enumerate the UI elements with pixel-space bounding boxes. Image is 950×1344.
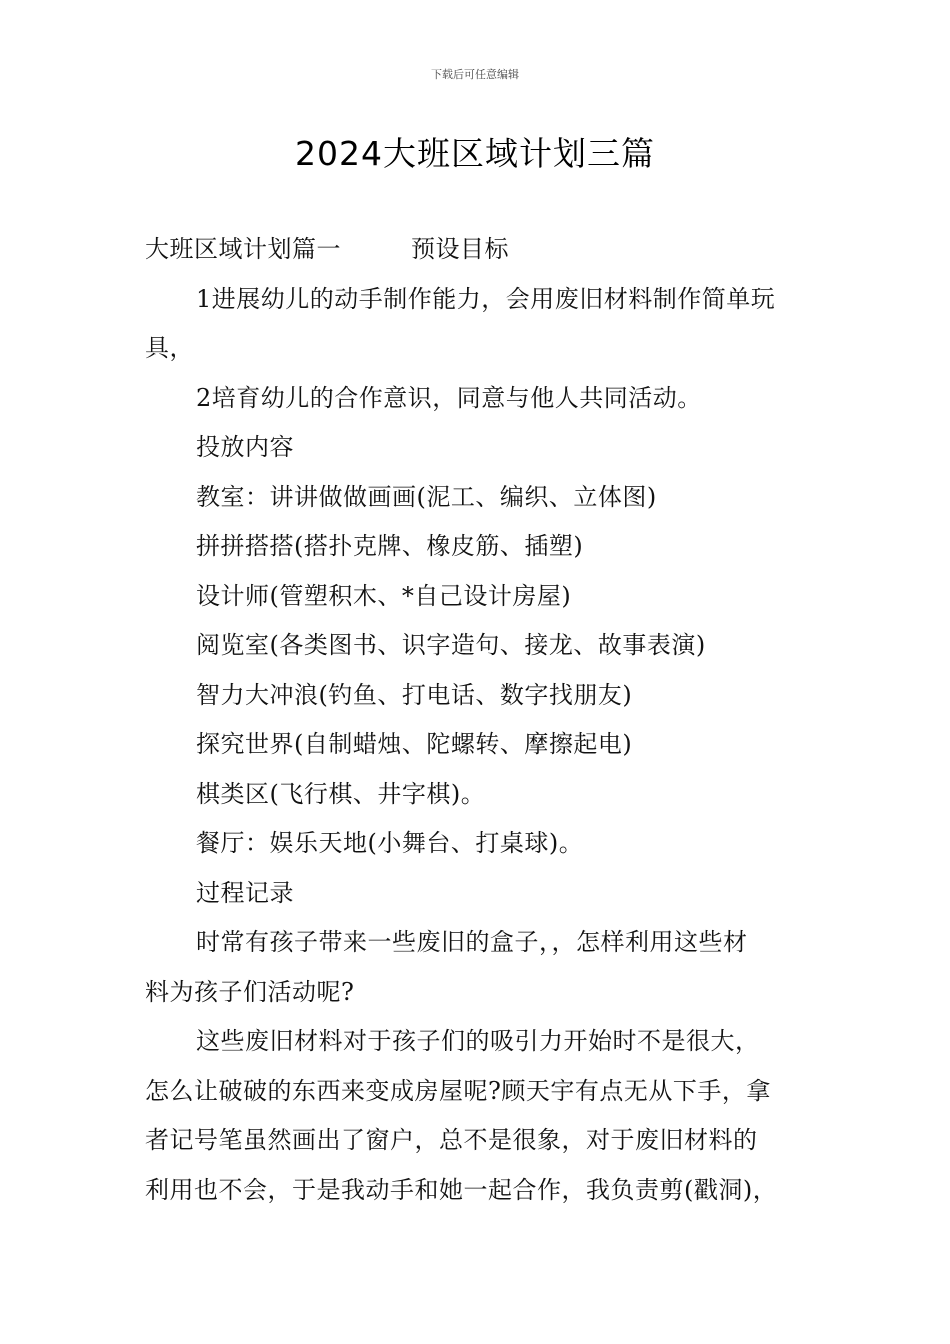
list-line: 餐厅：娱乐天地(小舞台、打桌球)。 [196, 829, 584, 857]
list-line: 棋类区(飞行棋、井字棋)。 [196, 779, 486, 808]
paragraph-line: 时常有孩子带来一些废旧的盒子，，怎样利用这些材 [196, 928, 748, 956]
document-title: 2024大班区域计划三篇 [295, 134, 655, 173]
subheading-line: 投放内容 [196, 433, 294, 461]
paragraph-line: 料为孩子们活动呢? [145, 977, 355, 1006]
list-line: 教室：讲讲做做画画(泥工、编织、立体图) [196, 482, 657, 511]
section-heading [145, 225, 815, 275]
list-line: 阅览室(各类图书、识字造句、接龙、故事表演) [196, 631, 706, 659]
paragraph-line: 利用也不会，于是我动手和她一起合作，我负责剪(戳洞)， [145, 1175, 778, 1204]
section-heading-left: 大班区域计划篇一 [145, 235, 341, 263]
paragraph-line: 怎么让破破的东西来变成房屋呢?顾天宇有点无从下手，拿 [145, 1076, 771, 1105]
paragraph-line: 1进展幼儿的动手制作能力，会用废旧材料制作简单玩 [196, 284, 776, 313]
paragraph-line: 者记号笔虽然画出了窗户，总不是很象，对于废旧材料的 [145, 1126, 758, 1154]
watermark-text: 下载后可任意编辑 [431, 68, 519, 81]
list-line: 探究世界(自制蜡烛、陀螺转、摩擦起电) [196, 730, 633, 758]
paragraph-line: 这些废旧材料对于孩子们的吸引力开始时不是很大， [196, 1027, 760, 1055]
list-line: 拼拼搭搭(搭扑克牌、橡皮筋、插塑) [196, 532, 584, 560]
paragraph-line: 2培育幼儿的合作意识，同意与他人共同活动。 [196, 383, 702, 412]
paragraph-line: 具， [145, 334, 194, 362]
subheading-line: 过程记录 [196, 878, 294, 907]
list-line: 设计师(管塑积木、*自己设计房屋) [196, 581, 572, 610]
document-body [145, 225, 815, 1215]
list-line: 智力大冲浪(钓鱼、打电话、数字找朋友) [196, 680, 633, 709]
section-heading-right: 预设目标 [411, 235, 509, 263]
